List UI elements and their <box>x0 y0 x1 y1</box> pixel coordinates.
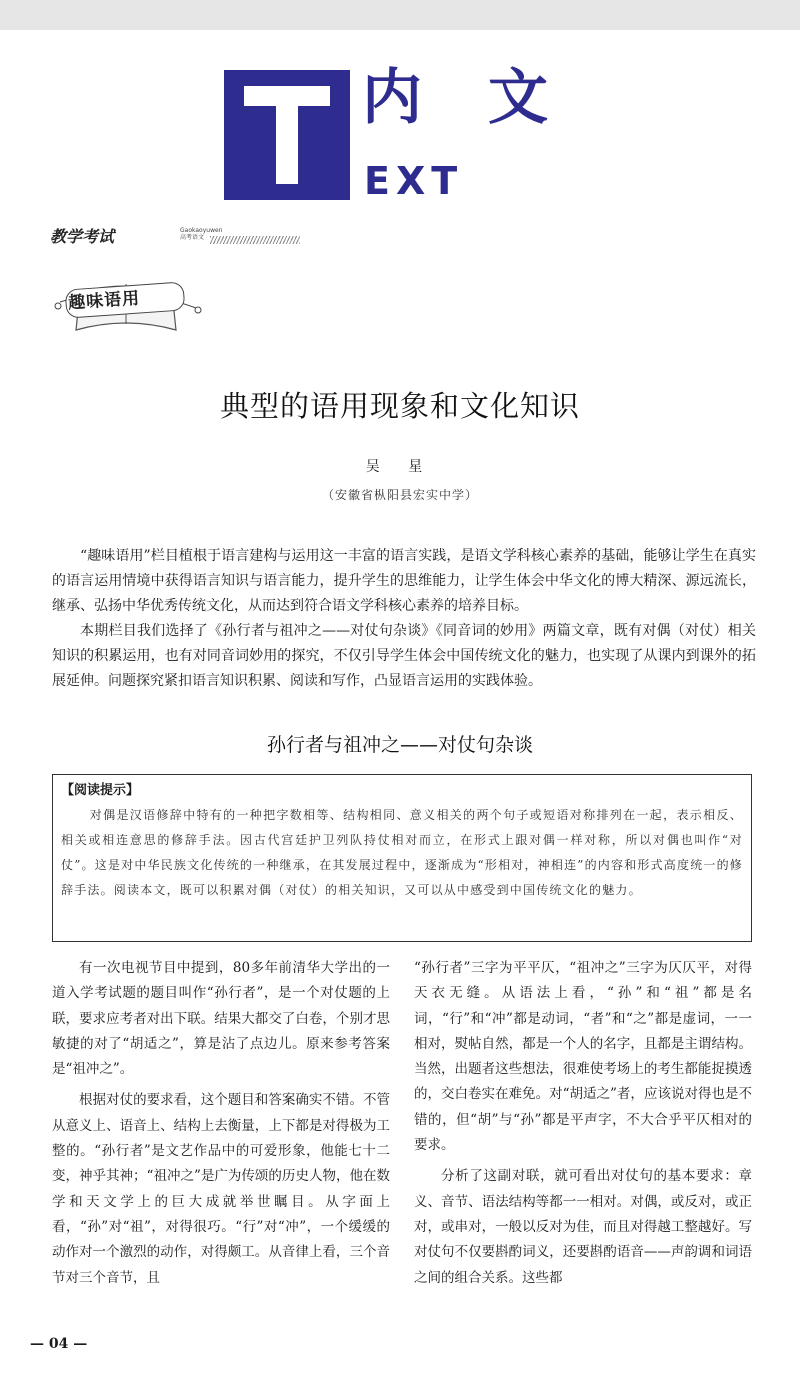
intro-text <box>52 544 756 694</box>
intro-paragraph: 本期栏目我们选择了《孙行者与祖冲之——对仗句杂谈》《同音词的妙用》两篇文章，既有对偶（对仗）相关知识的积累运用，也有对同音词妙用的探究，不仅引导学生体会中国传统文化的魅力，也实现了从课内到课外的拓展延伸。问题探究紧扣语言知识积累、阅读和写作，凸显语言运用的实践体验。 <box>52 623 756 689</box>
article-author: 吴 星 <box>365 459 435 475</box>
body-paragraph: 分析了这副对联，就可看出对仗句的基本要求：章义、音节、语法结构等都一一相对。对偶，或反对，或正对，或串对，一般以反对为佳，而且对得越工整越好。写对仗句不仅要斟酌词义，还要斟酌语音——声韵调和词语之间的组合关系。这些都 <box>414 1168 752 1286</box>
body-paragraph: “孙行者”三字为平平仄，“祖冲之”三字为仄仄平，对得天衣无缝。从语法上看，“孙”和“祖”都是名词，“行”和“冲”都是动词，“者”和“之”都是虚词，一一相对，熨帖自然，都是一个人的名字，且都是主谓结构。当然，出题者这些想法，很难使考场上的考生都能捉摸透的，交白卷实在难免。对“胡适之”者，应该说对得也是不错的，但“胡”与“孙”都是平声字，不大合乎平仄相对的要求。 <box>414 960 752 1154</box>
journal-hatch <box>210 236 300 244</box>
t-letter-graphic <box>224 70 350 200</box>
column-logo <box>46 268 206 344</box>
page-number: — 04 — <box>30 1336 88 1352</box>
article-title: 典型的语用现象和文化知识 <box>219 389 580 423</box>
journal-sub-cn: 高考语文 <box>180 234 205 241</box>
body-column-left <box>52 956 390 1297</box>
column-logo-text: 趣味语用 <box>67 288 141 314</box>
top-bar <box>0 0 800 30</box>
reading-tip-box <box>52 774 752 942</box>
body-column-right <box>414 956 752 1297</box>
article-affiliation: （安徽省枞阳县宏实中学） <box>321 488 478 502</box>
section-title-en: EXT <box>364 159 464 203</box>
section-title-cn: 内文 <box>362 63 614 133</box>
body-paragraph: 根据对仗的要求看，这个题目和答案确实不错。不管从意义上、语音上、结构上去衡量，上下都是对得极为工整的。“孙行者”是文艺作品中的可爱形象，他能七十二变，神乎其神；“祖冲之”是广为传颂的历史人物，他在数学和天文学上的巨大成就举世瞩目。从字面上看，“孙”对“祖”，对得很巧。“行”对“冲”，一个缓缓的动作对一个激烈的动作，对得颇工。从音律上看，三个音节对三个音节，且 <box>52 1092 390 1286</box>
article-subtitle: 孙行者与祖冲之——对仗句杂谈 <box>266 734 533 756</box>
journal-name: 教学考试 <box>50 227 115 246</box>
journal-header <box>50 224 260 246</box>
intro-paragraph: “趣味语用”栏目植根于语言建构与运用这一丰富的语言实践，是语文学科核心素养的基础，能够让学生在真实的语言运用情境中获得语言知识与语言能力，提升学生的思维能力，让学生体会中华文化的博大精深、源远流长，继承、弘扬中华优秀传统文化，从而达到符合语文学科核心素养的培养目标。 <box>52 548 756 614</box>
reading-tip-heading: 【阅读提示】 <box>61 783 140 798</box>
reading-tip-text: 对偶是汉语修辞中特有的一种把字数相等、结构相同、意义相关的两个句子或短语对称排列在一起，表示相反、相关或相连意思的修辞手法。因古代宫廷护卫列队持仗相对而立，在形式上跟对偶一样对称，所以对偶也叫作“对仗”。这是对中华民族文化传统的一种继承，在其发展过程中，逐渐成为“形相对，神相连”的内容和形式高度统一的修辞手法。阅读本文，既可以积累对偶（对仗）的相关知识，又可以从中感受到中国传统文化的魅力。 <box>61 808 744 897</box>
body-paragraph: 有一次电视节目中提到，80多年前清华大学出的一道入学考试题的题目叫作“孙行者”，是一个对仗题的上联，要求应考者对出下联。结果大都交了白卷，个别才思敏捷的对了“胡适之”，算是沾了点边儿。原来参考答案是“祖冲之”。 <box>52 960 390 1078</box>
big-t-logo <box>224 70 350 200</box>
journal-sub-pinyin: Gaokaoyuwen <box>180 227 223 234</box>
